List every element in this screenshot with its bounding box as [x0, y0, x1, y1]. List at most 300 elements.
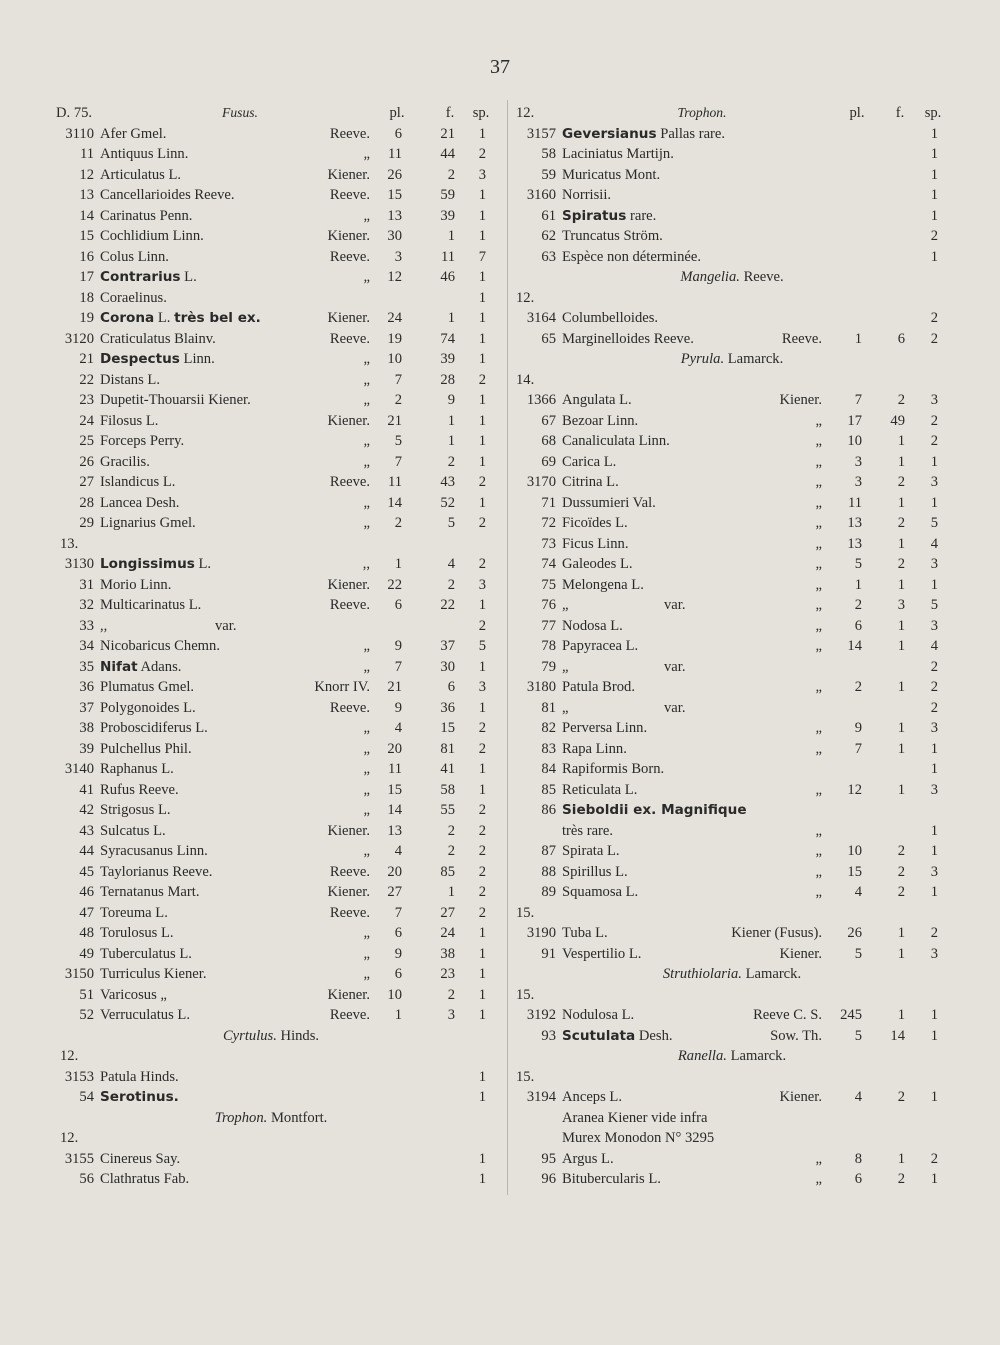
catalogue-number: 17 — [79, 269, 94, 285]
specimen-count: 1 — [478, 187, 486, 203]
species-name — [100, 390, 251, 411]
species-name — [562, 411, 638, 432]
plate-number: 9 — [394, 638, 402, 654]
specimen-count: 1 — [478, 494, 486, 511]
species-name-text: Multicarinatus L. — [100, 597, 202, 613]
catalogue-number: 14 — [79, 207, 94, 224]
specimen-count: 3 — [930, 617, 938, 634]
species-name — [100, 288, 167, 309]
row-entry — [50, 349, 492, 370]
species-name — [100, 370, 160, 391]
plate-number: 1 — [854, 576, 862, 593]
figure-number: 1 — [897, 535, 905, 552]
row-entry — [50, 698, 492, 719]
row-entry — [50, 718, 492, 739]
species-name-text: Antiquus Linn. — [100, 146, 189, 162]
figure-number: 21 — [440, 125, 455, 142]
figure-number: 1 — [447, 310, 455, 326]
plate-number: 3 — [394, 248, 402, 265]
figure-number: 2 — [897, 1089, 905, 1105]
row-entry — [50, 821, 492, 842]
catalogue-number: 3194 — [526, 1089, 556, 1105]
plate-number: 10 — [847, 843, 862, 859]
row-entry — [512, 165, 952, 186]
row-entry — [50, 288, 492, 309]
species-name — [100, 206, 192, 227]
figure-number: 6 — [447, 679, 455, 695]
species-name — [562, 862, 628, 883]
specimen-count: 2 — [930, 412, 938, 429]
specimen-count: 1 — [478, 699, 486, 716]
specimen-count: 1 — [478, 945, 486, 962]
right-column — [512, 103, 952, 1190]
plate-number: 6 — [394, 966, 402, 982]
catalogue-number: 18 — [79, 289, 94, 306]
row-entry — [50, 575, 492, 596]
drawer-number: 15. — [516, 1068, 535, 1085]
species-name — [562, 124, 725, 145]
species-name-text: Carica L. — [562, 453, 617, 470]
plate-number: 24 — [387, 310, 402, 326]
row-entry — [50, 411, 492, 432]
figure-number: 46 — [440, 269, 455, 285]
catalogue-number: 51 — [79, 986, 94, 1003]
specimen-count: 2 — [930, 1150, 938, 1167]
plate-number: 8 — [854, 1150, 862, 1167]
row-entry — [512, 616, 952, 637]
reference-author: Kiener. — [327, 822, 370, 839]
catalogue-number: 1366 — [526, 392, 556, 408]
row-entry — [512, 944, 952, 965]
species-name — [562, 739, 627, 760]
figure-number: 14 — [890, 1027, 905, 1044]
species-name — [100, 329, 216, 350]
figure-number: 1 — [447, 412, 455, 429]
species-name-text: Truncatus Ström. — [562, 228, 663, 244]
row-entry — [50, 185, 492, 206]
catalogue-number: 43 — [79, 822, 94, 839]
plate-number: 5 — [854, 1027, 862, 1044]
figure-number: 24 — [440, 925, 455, 941]
row-entry — [512, 1108, 952, 1129]
species-name-bold: Serotinus. — [100, 1089, 179, 1105]
specimen-count: 1 — [930, 1007, 938, 1023]
species-name — [100, 1005, 190, 1026]
catalogue-number: 36 — [79, 679, 94, 695]
row-entry — [512, 493, 952, 514]
row-drawer — [50, 1128, 492, 1149]
species-name — [562, 431, 670, 452]
reference-author: „ — [363, 802, 370, 818]
row-entry — [50, 841, 492, 862]
genus-heading: Fusus. — [222, 105, 258, 120]
row-entry — [512, 1149, 952, 1170]
species-name — [100, 1149, 180, 1170]
reference-author: Reeve. — [329, 330, 370, 347]
plate-number: 9 — [854, 720, 862, 736]
catalogue-number: 3180 — [526, 679, 556, 695]
species-name — [562, 1026, 673, 1047]
specimen-count: 1 — [930, 822, 938, 839]
catalogue-number: 33 — [79, 617, 94, 634]
catalogue-number: 54 — [79, 1089, 94, 1105]
row-header — [512, 103, 952, 124]
species-name — [100, 800, 171, 821]
species-name-text: Sulcatus L. — [100, 822, 166, 839]
row-entry — [512, 185, 952, 206]
plate-number: 5 — [394, 433, 402, 449]
species-name-text: Murex Monodon N° 3295 — [562, 1130, 715, 1146]
catalogue-number: 22 — [79, 371, 94, 388]
left-column — [50, 103, 492, 1190]
catalogue-number: 77 — [541, 617, 556, 634]
species-name-text: L. — [198, 556, 212, 572]
specimen-count: 2 — [478, 740, 486, 757]
catalogue-number: 58 — [541, 146, 556, 162]
row-entry — [512, 575, 952, 596]
figure-number: 1 — [897, 494, 905, 511]
specimen-count: 3 — [478, 576, 486, 593]
species-name-text: L. — [157, 310, 171, 326]
plate-number: 26 — [387, 166, 402, 183]
row-entry — [512, 636, 952, 657]
plate-number: 21 — [387, 412, 402, 429]
specimen-count: 2 — [930, 330, 938, 347]
row-entry — [50, 308, 492, 329]
species-name — [562, 1108, 707, 1129]
reference-author: Reeve. — [329, 187, 370, 203]
catalogue-number: 29 — [79, 515, 94, 531]
row-entry — [50, 390, 492, 411]
figure-number: 85 — [440, 863, 455, 880]
figure-number: 3 — [897, 597, 905, 613]
species-name — [100, 964, 206, 985]
species-name-text: Rapa Linn. — [562, 740, 627, 757]
variety-label: var. — [664, 658, 686, 675]
specimen-count: 3 — [930, 392, 938, 408]
specimen-count: 2 — [478, 802, 486, 818]
species-name — [100, 923, 174, 944]
specimen-count: 2 — [930, 699, 938, 716]
plate-number: 4 — [854, 1089, 862, 1105]
reference-author: Kiener. — [327, 576, 370, 593]
species-name — [562, 165, 660, 186]
specimen-count: 2 — [478, 146, 486, 162]
catalogue-number: 16 — [79, 248, 94, 265]
reference-author: Kiener. — [779, 945, 822, 962]
catalogue-number: 96 — [541, 1171, 556, 1187]
header-label: D. 75. — [56, 105, 93, 121]
catalogue-number: 11 — [79, 146, 94, 162]
specimen-count: 1 — [930, 1089, 938, 1105]
specimen-count: 2 — [478, 474, 486, 490]
catalogue-number: 24 — [79, 412, 94, 429]
row-entry — [512, 411, 952, 432]
species-name — [562, 616, 623, 637]
species-name-text: Patula Brod. — [562, 679, 635, 695]
species-name — [100, 144, 188, 165]
catalogue-number: 21 — [79, 351, 94, 367]
species-name-text: Afer Gmel. — [100, 125, 167, 142]
species-name — [100, 944, 192, 965]
species-name — [100, 226, 204, 247]
specimen-count: 1 — [478, 1089, 486, 1105]
species-name — [100, 411, 158, 432]
plate-number: 14 — [387, 802, 402, 818]
species-name — [562, 493, 656, 514]
variety-label: var. — [215, 617, 237, 634]
species-name — [100, 513, 196, 534]
reference-author: „ — [815, 556, 822, 572]
species-name-text: Rapiformis Born. — [562, 761, 665, 777]
reference-author: „ — [363, 720, 370, 736]
reference-author: ,, — [362, 556, 370, 572]
drawer-number: 15. — [516, 904, 535, 921]
genus-heading — [512, 1046, 952, 1067]
species-name-text: Articulatus L. — [100, 166, 182, 183]
row-entry — [512, 513, 952, 534]
reference-author: „ — [815, 515, 822, 531]
species-name — [562, 206, 656, 227]
row-entry — [512, 144, 952, 165]
species-name-text: Proboscidiferus L. — [100, 720, 208, 736]
reference-author: Kiener. — [327, 310, 370, 326]
species-name-text: Canaliculata Linn. — [562, 433, 670, 449]
plate-number: 1 — [394, 556, 402, 572]
figure-number: 37 — [440, 638, 455, 654]
figure-number: 28 — [440, 371, 455, 388]
species-name — [562, 390, 632, 411]
figure-number: 6 — [897, 330, 905, 347]
specimen-count: 1 — [930, 1027, 938, 1044]
row-entry — [512, 595, 952, 616]
row-genus — [512, 1046, 952, 1067]
figure-number: 3 — [447, 1007, 455, 1023]
reference-author: Reeve. — [781, 330, 822, 347]
figure-number: 1 — [897, 945, 905, 962]
catalogue-number: 3140 — [64, 761, 94, 777]
species-name — [562, 944, 641, 965]
reference-author: „ — [815, 884, 822, 900]
catalogue-number: 95 — [541, 1150, 556, 1167]
catalogue-number: 91 — [541, 945, 556, 962]
reference-author: Reeve. — [329, 1007, 370, 1023]
species-name-text: Torulosus L. — [100, 925, 174, 941]
genus-author: Lamarck. — [745, 966, 802, 982]
figure-number: 2 — [447, 843, 455, 859]
species-name-text: Toreuma L. — [100, 904, 168, 921]
species-name-text: Cancellarioides Reeve. — [100, 187, 235, 203]
row-entry — [50, 329, 492, 350]
plate-number: 9 — [394, 699, 402, 716]
catalogue-number: 26 — [79, 453, 94, 470]
specimen-count: 1 — [478, 289, 486, 306]
plate-number: 13 — [387, 207, 402, 224]
specimen-count: 4 — [930, 638, 938, 654]
column-header-f: f. — [445, 105, 455, 121]
plate-number: 4 — [394, 843, 402, 859]
row-entry — [50, 677, 492, 698]
species-name-text: Varicosus „ — [100, 986, 167, 1003]
figure-number: 5 — [447, 515, 455, 531]
plate-number: 2 — [854, 679, 862, 695]
figure-number: 1 — [897, 617, 905, 634]
specimen-count: 2 — [478, 863, 486, 880]
species-name — [562, 923, 608, 944]
species-name — [562, 144, 674, 165]
row-entry — [512, 923, 952, 944]
reference-author: „ — [815, 597, 822, 613]
species-name-text: Nodulosa L. — [562, 1007, 635, 1023]
figure-number: 15 — [440, 720, 455, 736]
column-header-sp: sp. — [924, 105, 942, 121]
species-name-text: Tuba L. — [562, 925, 608, 941]
genus-heading — [512, 349, 952, 370]
figure-number: 2 — [897, 556, 905, 572]
catalogue-number: 15 — [79, 228, 94, 244]
catalogue-number: 85 — [541, 781, 556, 798]
catalogue-number: 71 — [541, 494, 556, 511]
row-entry — [512, 226, 952, 247]
species-name-text: Linn. — [183, 351, 215, 367]
reference-author: Kiener. — [327, 986, 370, 1003]
reference-author: „ — [815, 576, 822, 593]
reference-author: „ — [363, 515, 370, 531]
catalogue-number: 34 — [79, 638, 94, 654]
figure-number: 1 — [447, 433, 455, 449]
species-name-text: Norrisii. — [562, 187, 612, 203]
specimen-count: 3 — [930, 556, 938, 572]
species-name-text: Vespertilio L. — [562, 945, 642, 962]
species-name-text: Adans. — [140, 658, 182, 675]
row-drawer — [50, 1046, 492, 1067]
genus-author: Reeve. — [743, 269, 784, 285]
plate-number: 7 — [394, 904, 402, 921]
plate-number: 7 — [854, 740, 862, 757]
plate-number: 10 — [387, 351, 402, 367]
row-genus — [512, 349, 952, 370]
catalogue-number: 37 — [79, 699, 94, 716]
row-entry — [50, 144, 492, 165]
specimen-count: 2 — [478, 371, 486, 388]
plate-number: 17 — [847, 412, 862, 429]
row-entry — [50, 1005, 492, 1026]
species-name-text: Ficoïdes L. — [562, 515, 628, 531]
species-name-text: L. — [184, 269, 197, 285]
species-name-text: Lignarius Gmel. — [100, 515, 196, 531]
plate-number: 22 — [387, 576, 402, 593]
species-name — [100, 718, 208, 739]
column-header-pl: pl. — [389, 105, 405, 121]
row-entry — [512, 308, 952, 329]
species-name-bold: Contrarius — [100, 269, 181, 285]
reference-author: „ — [363, 925, 370, 941]
species-name — [100, 1169, 189, 1190]
species-name-bold: Geversianus — [562, 125, 657, 142]
figure-number: 27 — [440, 904, 455, 921]
species-name-text: Ficus Linn. — [562, 535, 629, 552]
species-name-text: Citrina L. — [562, 474, 619, 490]
catalogue-number: 25 — [79, 433, 94, 449]
reference-author: Kiener. — [327, 884, 370, 900]
row-entry — [50, 1087, 492, 1108]
reference-author: Kiener. — [327, 412, 370, 429]
species-name-text: „ — [562, 597, 569, 613]
catalogue-number: 3155 — [64, 1150, 94, 1167]
species-name-text: Clathratus Fab. — [100, 1171, 190, 1187]
figure-number: 2 — [897, 884, 905, 900]
specimen-count: 1 — [930, 494, 938, 511]
plate-number: 6 — [394, 925, 402, 941]
reference-author: Kiener. — [779, 392, 822, 408]
specimen-count: 3 — [930, 863, 938, 880]
row-entry — [50, 800, 492, 821]
figure-number: 81 — [440, 740, 455, 757]
plate-number: 13 — [847, 535, 862, 552]
catalogue-number: 48 — [79, 925, 94, 941]
figure-number: 58 — [440, 781, 455, 798]
specimen-count: 1 — [478, 986, 486, 1003]
species-name-text: Coraelinus. — [100, 289, 167, 306]
species-name — [100, 185, 235, 206]
specimen-count: 3 — [930, 720, 938, 736]
catalogue-number: 27 — [79, 474, 94, 490]
catalogue-number: 12 — [79, 166, 94, 183]
species-name — [562, 677, 635, 698]
catalogue-number: 82 — [541, 720, 556, 736]
row-entry — [512, 821, 952, 842]
species-name — [100, 595, 201, 616]
catalogue-number: 65 — [541, 330, 556, 347]
catalogue-number: 23 — [79, 392, 94, 408]
reference-author: „ — [815, 740, 822, 757]
row-entry — [512, 698, 952, 719]
row-entry — [50, 595, 492, 616]
row-entry — [512, 329, 952, 350]
figure-number: 38 — [440, 945, 455, 962]
row-drawer — [512, 903, 952, 924]
specimen-count: 1 — [478, 125, 486, 142]
row-entry — [50, 862, 492, 883]
plate-number: 7 — [394, 453, 402, 470]
reference-author: „ — [363, 453, 370, 470]
specimen-count: 1 — [478, 1171, 486, 1187]
figure-number: 1 — [897, 453, 905, 470]
species-name — [100, 431, 184, 452]
specimen-count: 1 — [478, 433, 486, 449]
reference-author: Kiener (Fusus). — [731, 925, 822, 941]
reference-author: „ — [363, 146, 370, 162]
figure-number: 2 — [447, 453, 455, 470]
species-name-text: Forceps Perry. — [100, 433, 185, 449]
species-name-text: rare. — [629, 207, 657, 224]
species-name-text: Pallas rare. — [660, 125, 726, 142]
row-entry — [50, 206, 492, 227]
species-name — [562, 800, 747, 821]
plate-number: 2 — [854, 597, 862, 613]
figure-number: 1 — [897, 679, 905, 695]
row-entry — [512, 124, 952, 145]
specimen-count: 1 — [478, 412, 486, 429]
reference-author: „ — [815, 1150, 822, 1167]
catalogue-number: 32 — [79, 597, 94, 613]
specimen-count: 2 — [930, 658, 938, 675]
plate-number: 1 — [394, 1007, 402, 1023]
specimen-count: 1 — [478, 966, 486, 982]
plate-number: 15 — [847, 863, 862, 880]
specimen-count: 1 — [930, 1171, 938, 1187]
species-name — [562, 657, 568, 678]
